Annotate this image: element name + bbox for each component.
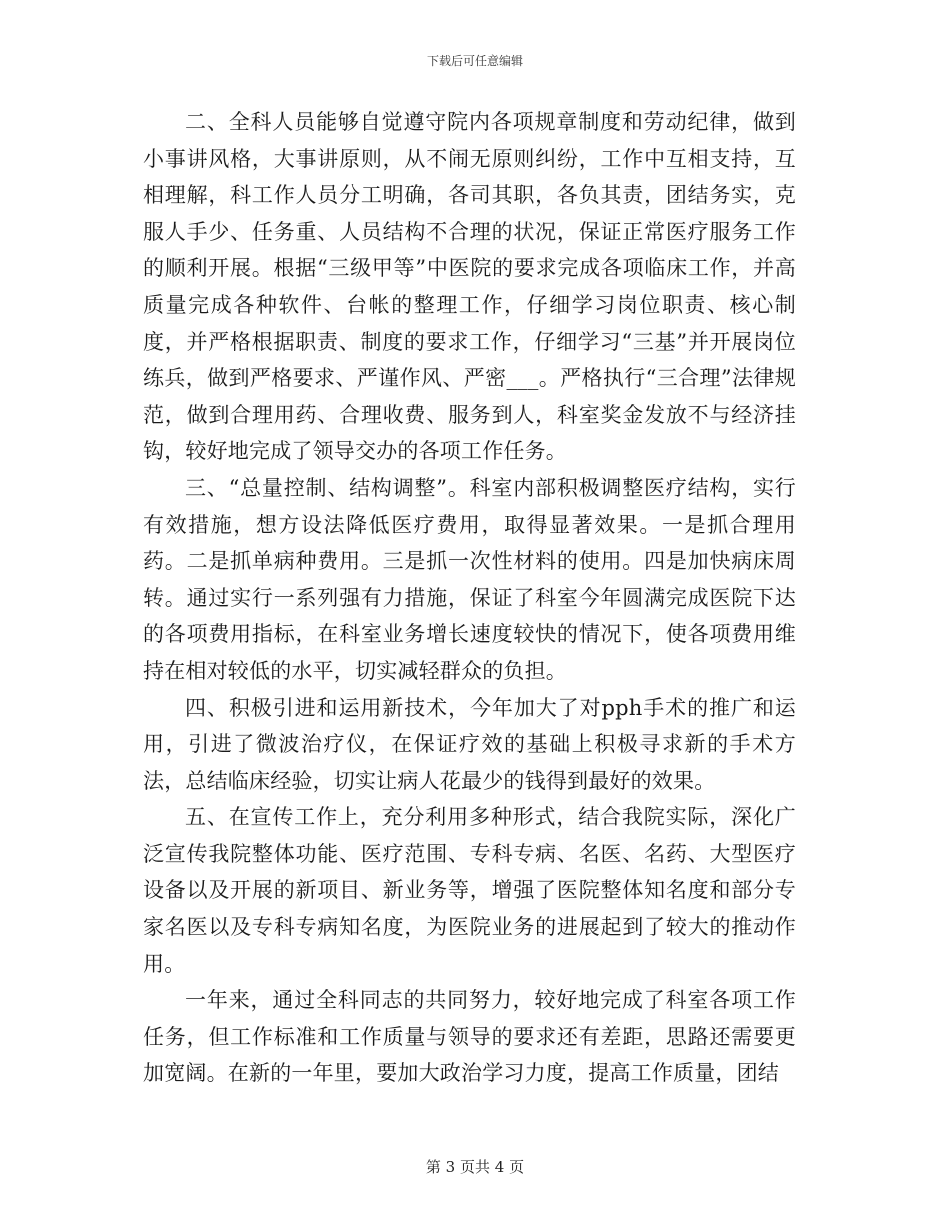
paragraph-3: 三、“总量控制、结构调整”。科室内部积极调整医疗结构，实行有效措施，想方设法降低医疗费用，取得显著效果。一是抓合理用药。二是抓单病种费用。三是抓一次性材料的使用。四是加快病床周转。通过实行一系列强有力措施，保证了科室今年圆满完成医院下达的各项费用指标，在科室业务增长速度较快的情况下，使各项费用维持在相对较低的水平，切实减轻群众的负担。 (143, 475, 796, 683)
page-footer: 第 3 页共 4 页 (425, 1158, 525, 1176)
paragraph-4: 四、积极引进和运用新技术，今年加大了对pph手术的推广和运用，引进了微波治疗仪，在保证疗效的基础上积极寻求新的手术方法，总结临床经验，切实让病人花最少的钱得到最好的效果。 (143, 695, 796, 793)
paragraph-summary: 一年来，通过全科同志的共同努力，较好地完成了科室各项工作任务，但工作标准和工作质量与领导的要求还有差距，思路还需要更加宽阔。在新的一年里，要加大政治学习力度，提高工作质量，团结 (143, 988, 796, 1086)
paragraph-5: 五、在宣传工作上，充分利用多种形式，结合我院实际，深化广泛宣传我院整体功能、医疗范围、专科专病、名医、名药、大型医疗设备以及开展的新项目、新业务等，增强了医院整体知名度和部分专家名医以及专科专病知名度，为医院业务的进展起到了较大的推动作用。 (143, 805, 796, 976)
page-header: 下载后可任意编辑 (426, 54, 523, 68)
paragraph-2: 二、全科人员能够自觉遵守院内各项规章制度和劳动纪律，做到小事讲风格，大事讲原则，从不闹无原则纠纷，工作中互相支持，互相理解，科工作人员分工明确，各司其职，各负其责，团结务实，克服人手少、任务重、人员结构不合理的状况，保证正常医疗服务工作的顺利开展。根据“三级甲等”中医院的要求完成各项临床工作，并高质量完成各种软件、台帐的整理工作，仔细学习岗位职责、核心制度，并严格根据职责、制度的要求工作，仔细学习“三基”并开展岗位练兵，做到严格要求、严谨作风、严密___。严格执行“三合理”法律规范，做到合理用药、合理收费、服务到人，科室奖金发放不与经济挂钩，较好地完成了领导交办的各项工作任务。 (143, 110, 796, 464)
document-body (143, 104, 796, 1092)
